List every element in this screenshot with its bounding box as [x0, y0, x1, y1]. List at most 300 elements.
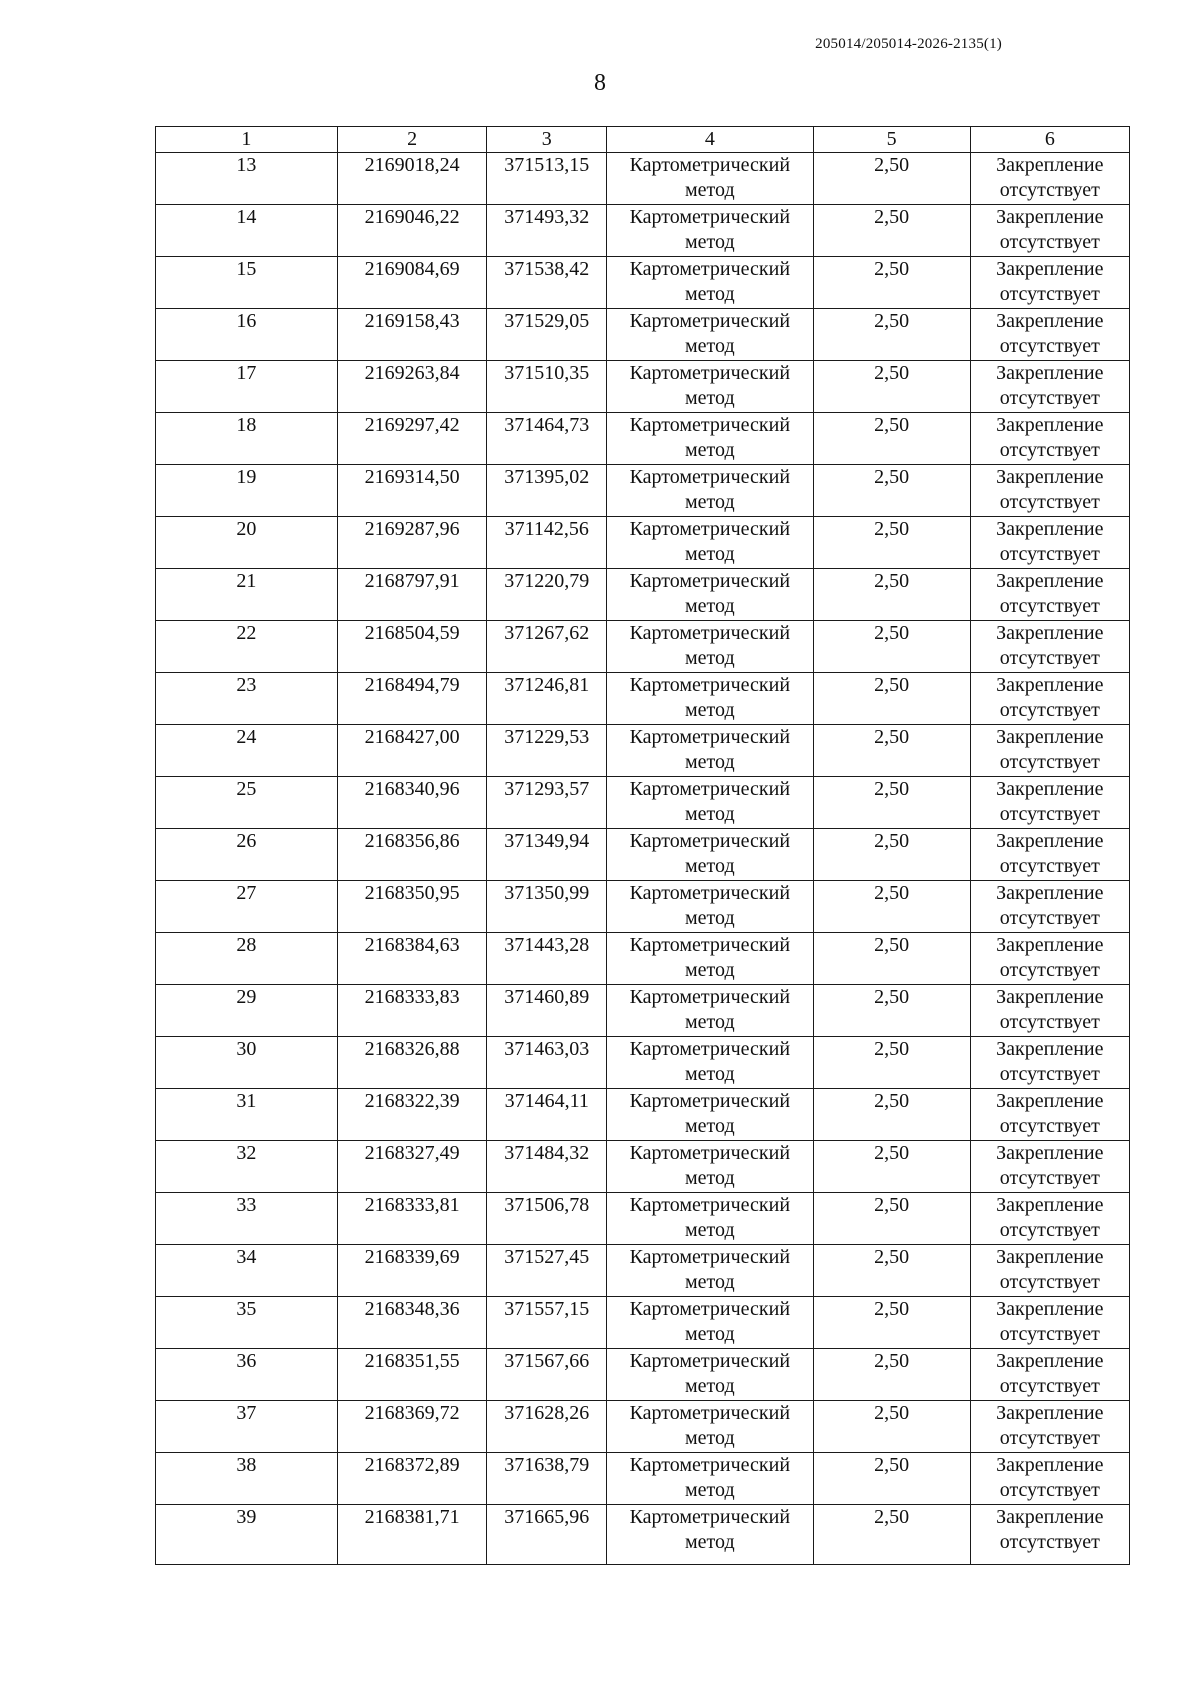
coordinate-y-cell	[487, 205, 607, 257]
fixing-cell	[970, 517, 1129, 569]
table-row	[156, 621, 1130, 673]
coordinate-y-cell	[487, 725, 607, 777]
accuracy-value: 2,50	[874, 986, 910, 1008]
fixing-line-2: отсутствует	[999, 1115, 1100, 1137]
fixing-line-2: отсутствует	[999, 335, 1100, 357]
method-line-2: метод	[685, 1427, 735, 1449]
fixing-line-2: отсутствует	[999, 1323, 1100, 1345]
method-line-2: метод	[685, 387, 735, 409]
coordinate-y-cell	[487, 1245, 607, 1297]
fixing-cell	[970, 205, 1129, 257]
accuracy-value: 2,50	[874, 882, 910, 904]
coordinate-x: 2169287,96	[364, 518, 460, 540]
fixing-line-2: отсутствует	[999, 179, 1100, 201]
fixing-line-1: Закрепление	[996, 258, 1104, 280]
table-row	[156, 569, 1130, 621]
accuracy-cell	[813, 1297, 970, 1349]
method-line-1: Картометрический	[629, 882, 791, 904]
coordinate-y-cell	[487, 777, 607, 829]
coordinate-y: 371510,35	[504, 362, 590, 384]
point-number-cell	[156, 569, 338, 621]
coordinate-x: 2169046,22	[364, 206, 460, 228]
fixing-line-1: Закрепление	[996, 1142, 1104, 1164]
coordinate-y-cell	[487, 569, 607, 621]
coordinate-y: 371506,78	[504, 1194, 590, 1216]
coordinate-y-cell	[487, 1037, 607, 1089]
accuracy-value: 2,50	[874, 362, 910, 384]
column-header: 3	[487, 127, 607, 153]
coordinate-y: 371665,96	[504, 1506, 590, 1528]
method-line-1: Картометрический	[629, 778, 791, 800]
coordinate-y: 371395,02	[504, 466, 590, 488]
fixing-line-1: Закрепление	[996, 674, 1104, 696]
point-number: 35	[236, 1298, 257, 1320]
accuracy-cell	[813, 257, 970, 309]
point-number: 28	[236, 934, 257, 956]
table-row	[156, 413, 1130, 465]
fixing-line-1: Закрепление	[996, 1194, 1104, 1216]
fixing-line-2: отсутствует	[999, 907, 1100, 929]
coordinate-y-cell	[487, 1141, 607, 1193]
coordinate-x: 2169018,24	[364, 154, 460, 176]
point-number: 29	[236, 986, 257, 1008]
point-number-cell	[156, 673, 338, 725]
column-header: 5	[813, 127, 970, 153]
method-line-2: метод	[685, 1531, 735, 1553]
coordinate-x: 2168504,59	[364, 622, 460, 644]
fixing-line-1: Закрепление	[996, 1090, 1104, 1112]
coordinate-y: 371638,79	[504, 1454, 590, 1476]
table-row	[156, 517, 1130, 569]
table-row	[156, 1089, 1130, 1141]
method-cell	[607, 829, 813, 881]
accuracy-value: 2,50	[874, 310, 910, 332]
accuracy-value: 2,50	[874, 1350, 910, 1372]
fixing-line-2: отсутствует	[999, 1271, 1100, 1293]
page-number: 8	[594, 70, 606, 96]
point-number-cell	[156, 829, 338, 881]
coordinate-x-cell	[337, 1297, 487, 1349]
coordinate-x: 2168348,36	[364, 1298, 460, 1320]
point-number-cell	[156, 1349, 338, 1401]
coordinate-y-cell	[487, 829, 607, 881]
point-number-cell	[156, 1089, 338, 1141]
column-header: 2	[337, 127, 487, 153]
fixing-line-2: отсутствует	[999, 751, 1100, 773]
table-row	[156, 1349, 1130, 1401]
fixing-line-2: отсутствует	[999, 1219, 1100, 1241]
point-number-cell	[156, 1297, 338, 1349]
coordinate-y-cell	[487, 1193, 607, 1245]
method-cell	[607, 413, 813, 465]
method-cell	[607, 673, 813, 725]
accuracy-cell	[813, 1453, 970, 1505]
point-number: 26	[236, 830, 257, 852]
coordinate-y: 371350,99	[504, 882, 590, 904]
fixing-cell	[970, 361, 1129, 413]
fixing-line-1: Закрепление	[996, 934, 1104, 956]
method-line-1: Картометрический	[629, 1194, 791, 1216]
point-number: 31	[236, 1090, 257, 1112]
point-number-cell	[156, 1453, 338, 1505]
coordinate-y-cell	[487, 1453, 607, 1505]
table-row	[156, 829, 1130, 881]
coordinate-x-cell	[337, 205, 487, 257]
coordinate-y-cell	[487, 309, 607, 361]
method-cell	[607, 309, 813, 361]
fixing-line-2: отсутствует	[999, 1167, 1100, 1189]
fixing-line-1: Закрепление	[996, 1298, 1104, 1320]
method-line-2: метод	[685, 1063, 735, 1085]
method-cell	[607, 361, 813, 413]
fixing-line-2: отсутствует	[999, 959, 1100, 981]
coordinate-x-cell	[337, 1401, 487, 1453]
point-number-cell	[156, 1401, 338, 1453]
fixing-cell	[970, 829, 1129, 881]
accuracy-value: 2,50	[874, 1246, 910, 1268]
point-number-cell	[156, 465, 338, 517]
point-number: 32	[236, 1142, 257, 1164]
fixing-line-1: Закрепление	[996, 414, 1104, 436]
method-line-2: метод	[685, 439, 735, 461]
coordinate-x: 2168340,96	[364, 778, 460, 800]
point-number-cell	[156, 985, 338, 1037]
table-row	[156, 1245, 1130, 1297]
method-line-1: Картометрический	[629, 362, 791, 384]
column-header: 6	[970, 127, 1129, 153]
method-line-2: метод	[685, 1219, 735, 1241]
fixing-cell	[970, 257, 1129, 309]
coordinate-x-cell	[337, 673, 487, 725]
point-number: 30	[236, 1038, 257, 1060]
point-number: 16	[236, 310, 257, 332]
accuracy-value: 2,50	[874, 830, 910, 852]
fixing-cell	[970, 881, 1129, 933]
fixing-cell	[970, 985, 1129, 1037]
fixing-line-1: Закрепление	[996, 882, 1104, 904]
coordinate-y: 371443,28	[504, 934, 590, 956]
fixing-line-2: отсутствует	[999, 1375, 1100, 1397]
fixing-cell	[970, 621, 1129, 673]
fixing-line-1: Закрепление	[996, 1038, 1104, 1060]
method-line-2: метод	[685, 1271, 735, 1293]
coordinate-y: 371464,11	[504, 1090, 589, 1112]
coordinate-x-cell	[337, 1037, 487, 1089]
fixing-line-1: Закрепление	[996, 570, 1104, 592]
coordinate-x: 2168369,72	[364, 1402, 460, 1424]
column-header: 1	[156, 127, 338, 153]
method-line-2: метод	[685, 335, 735, 357]
coordinate-y: 371464,73	[504, 414, 590, 436]
accuracy-cell	[813, 829, 970, 881]
coordinate-x: 2169158,43	[364, 310, 460, 332]
method-line-2: метод	[685, 543, 735, 565]
point-number-cell	[156, 725, 338, 777]
method-cell	[607, 517, 813, 569]
point-number: 15	[236, 258, 257, 280]
fixing-cell	[970, 1193, 1129, 1245]
accuracy-cell	[813, 517, 970, 569]
method-line-2: метод	[685, 1167, 735, 1189]
method-line-2: метод	[685, 1375, 735, 1397]
table-body	[156, 153, 1130, 1565]
coordinate-y-cell	[487, 413, 607, 465]
fixing-line-1: Закрепление	[996, 310, 1104, 332]
column-header: 4	[607, 127, 813, 153]
table-row	[156, 1505, 1130, 1565]
method-line-2: метод	[685, 1115, 735, 1137]
accuracy-cell	[813, 777, 970, 829]
accuracy-cell	[813, 673, 970, 725]
method-cell	[607, 1037, 813, 1089]
point-number-cell	[156, 621, 338, 673]
fixing-cell	[970, 465, 1129, 517]
table-row	[156, 257, 1130, 309]
coordinate-x: 2168372,89	[364, 1454, 460, 1476]
fixing-line-1: Закрепление	[996, 986, 1104, 1008]
method-line-2: метод	[685, 959, 735, 981]
accuracy-cell	[813, 413, 970, 465]
method-line-2: метод	[685, 1011, 735, 1033]
table-row	[156, 881, 1130, 933]
coordinate-y: 371567,66	[504, 1350, 590, 1372]
accuracy-value: 2,50	[874, 1038, 910, 1060]
method-cell	[607, 1297, 813, 1349]
fixing-line-2: отсутствует	[999, 803, 1100, 825]
coordinate-x-cell	[337, 1349, 487, 1401]
method-line-2: метод	[685, 907, 735, 929]
coordinate-y: 371267,62	[504, 622, 590, 644]
coordinate-y-cell	[487, 465, 607, 517]
method-cell	[607, 1505, 813, 1565]
table-row	[156, 673, 1130, 725]
coordinate-x-cell	[337, 309, 487, 361]
accuracy-cell	[813, 985, 970, 1037]
coordinate-x-cell	[337, 725, 487, 777]
point-number: 22	[236, 622, 257, 644]
fixing-cell	[970, 725, 1129, 777]
method-line-1: Картометрический	[629, 414, 791, 436]
coordinate-x: 2168333,83	[364, 986, 460, 1008]
point-number-cell	[156, 933, 338, 985]
method-line-1: Картометрический	[629, 570, 791, 592]
coordinate-x: 2168333,81	[364, 1194, 460, 1216]
fixing-line-1: Закрепление	[996, 154, 1104, 176]
accuracy-cell	[813, 205, 970, 257]
point-number-cell	[156, 777, 338, 829]
coordinate-y: 371229,53	[504, 726, 590, 748]
accuracy-value: 2,50	[874, 258, 910, 280]
method-line-2: метод	[685, 231, 735, 253]
method-cell	[607, 621, 813, 673]
coordinate-x: 2168326,88	[364, 1038, 460, 1060]
coordinate-y: 371557,15	[504, 1298, 590, 1320]
fixing-cell	[970, 1245, 1129, 1297]
method-line-1: Картометрический	[629, 986, 791, 1008]
method-line-1: Картометрический	[629, 206, 791, 228]
coordinate-x: 2169084,69	[364, 258, 460, 280]
fixing-cell	[970, 569, 1129, 621]
method-cell	[607, 881, 813, 933]
coordinate-x-cell	[337, 1141, 487, 1193]
fixing-cell	[970, 1297, 1129, 1349]
coordinate-x-cell	[337, 1193, 487, 1245]
coordinate-x: 2169297,42	[364, 414, 460, 436]
coordinate-x-cell	[337, 465, 487, 517]
coordinate-y-cell	[487, 881, 607, 933]
accuracy-value: 2,50	[874, 778, 910, 800]
point-number-cell	[156, 1193, 338, 1245]
accuracy-cell	[813, 1505, 970, 1565]
coordinate-x-cell	[337, 1089, 487, 1141]
fixing-cell	[970, 413, 1129, 465]
coordinate-x: 2168494,79	[364, 674, 460, 696]
method-line-1: Картометрический	[629, 1038, 791, 1060]
coordinate-y-cell	[487, 1349, 607, 1401]
method-line-1: Картометрический	[629, 1454, 791, 1476]
fixing-cell	[970, 1141, 1129, 1193]
coordinate-y: 371142,56	[504, 518, 589, 540]
method-line-1: Картометрический	[629, 934, 791, 956]
point-number: 24	[236, 726, 257, 748]
coordinate-x-cell	[337, 881, 487, 933]
fixing-line-1: Закрепление	[996, 518, 1104, 540]
fixing-line-2: отсутствует	[999, 647, 1100, 669]
coordinate-y: 371220,79	[504, 570, 590, 592]
accuracy-value: 2,50	[874, 414, 910, 436]
fixing-cell	[970, 1037, 1129, 1089]
fixing-line-1: Закрепление	[996, 726, 1104, 748]
point-number: 13	[236, 154, 257, 176]
method-line-1: Картометрический	[629, 1350, 791, 1372]
method-line-2: метод	[685, 1479, 735, 1501]
method-line-1: Картометрический	[629, 726, 791, 748]
table-row	[156, 1297, 1130, 1349]
method-line-2: метод	[685, 647, 735, 669]
accuracy-value: 2,50	[874, 1402, 910, 1424]
method-line-1: Картометрический	[629, 1142, 791, 1164]
point-number-cell	[156, 413, 338, 465]
accuracy-cell	[813, 725, 970, 777]
coordinate-y: 371493,32	[504, 206, 590, 228]
table-row	[156, 361, 1130, 413]
table-row	[156, 1037, 1130, 1089]
accuracy-value: 2,50	[874, 1194, 910, 1216]
coordinate-y-cell	[487, 1401, 607, 1453]
point-number: 18	[236, 414, 257, 436]
coordinate-y-cell	[487, 517, 607, 569]
coordinate-x: 2168381,71	[364, 1506, 460, 1528]
fixing-cell	[970, 1401, 1129, 1453]
fixing-line-1: Закрепление	[996, 778, 1104, 800]
method-cell	[607, 569, 813, 621]
fixing-line-2: отсутствует	[999, 543, 1100, 565]
coordinate-x-cell	[337, 1453, 487, 1505]
point-number-cell	[156, 257, 338, 309]
method-line-2: метод	[685, 855, 735, 877]
point-number-cell	[156, 881, 338, 933]
accuracy-value: 2,50	[874, 154, 910, 176]
table-row	[156, 153, 1130, 205]
method-line-2: метод	[685, 751, 735, 773]
accuracy-cell	[813, 621, 970, 673]
coordinate-x-cell	[337, 933, 487, 985]
fixing-line-1: Закрепление	[996, 466, 1104, 488]
table-row	[156, 725, 1130, 777]
coordinate-x: 2168351,55	[364, 1350, 460, 1372]
coordinate-y-cell	[487, 257, 607, 309]
coordinate-y: 371484,32	[504, 1142, 590, 1164]
method-line-2: метод	[685, 595, 735, 617]
accuracy-cell	[813, 465, 970, 517]
coordinates-table	[155, 126, 1130, 1565]
accuracy-value: 2,50	[874, 1298, 910, 1320]
coordinate-y-cell	[487, 1089, 607, 1141]
table-header-row	[156, 127, 1130, 153]
fixing-cell	[970, 673, 1129, 725]
coordinate-x: 2169263,84	[364, 362, 460, 384]
accuracy-value: 2,50	[874, 518, 910, 540]
coordinate-x: 2168356,86	[364, 830, 460, 852]
coordinate-x-cell	[337, 829, 487, 881]
fixing-line-2: отсутствует	[999, 1531, 1100, 1553]
accuracy-value: 2,50	[874, 466, 910, 488]
table-row	[156, 1401, 1130, 1453]
table-row	[156, 1453, 1130, 1505]
table-row	[156, 465, 1130, 517]
coordinate-y: 371527,45	[504, 1246, 590, 1268]
method-line-2: метод	[685, 699, 735, 721]
fixing-line-1: Закрепление	[996, 206, 1104, 228]
fixing-line-2: отсутствует	[999, 491, 1100, 513]
method-line-1: Картометрический	[629, 830, 791, 852]
fixing-cell	[970, 933, 1129, 985]
coordinate-y-cell	[487, 933, 607, 985]
point-number-cell	[156, 517, 338, 569]
coordinate-x-cell	[337, 569, 487, 621]
coordinate-x-cell	[337, 777, 487, 829]
fixing-cell	[970, 1453, 1129, 1505]
coordinate-x-cell	[337, 985, 487, 1037]
coordinate-y: 371246,81	[504, 674, 590, 696]
accuracy-cell	[813, 1349, 970, 1401]
accuracy-cell	[813, 1089, 970, 1141]
accuracy-value: 2,50	[874, 1454, 910, 1476]
accuracy-value: 2,50	[874, 674, 910, 696]
point-number-cell	[156, 1505, 338, 1565]
method-cell	[607, 777, 813, 829]
fixing-line-1: Закрепление	[996, 1506, 1104, 1528]
coordinate-x: 2168384,63	[364, 934, 460, 956]
point-number: 20	[236, 518, 257, 540]
point-number-cell	[156, 153, 338, 205]
coordinate-x-cell	[337, 1245, 487, 1297]
coordinate-y: 371293,57	[504, 778, 590, 800]
coordinate-x-cell	[337, 413, 487, 465]
coordinate-y: 371628,26	[504, 1402, 590, 1424]
coordinate-x-cell	[337, 621, 487, 673]
coordinate-x: 2168797,91	[364, 570, 460, 592]
method-cell	[607, 1089, 813, 1141]
fixing-line-2: отсутствует	[999, 439, 1100, 461]
accuracy-value: 2,50	[874, 206, 910, 228]
method-line-1: Картометрический	[629, 1506, 791, 1528]
coordinate-y-cell	[487, 153, 607, 205]
accuracy-value: 2,50	[874, 726, 910, 748]
coordinate-y-cell	[487, 1505, 607, 1565]
method-cell	[607, 1193, 813, 1245]
coordinate-x-cell	[337, 257, 487, 309]
